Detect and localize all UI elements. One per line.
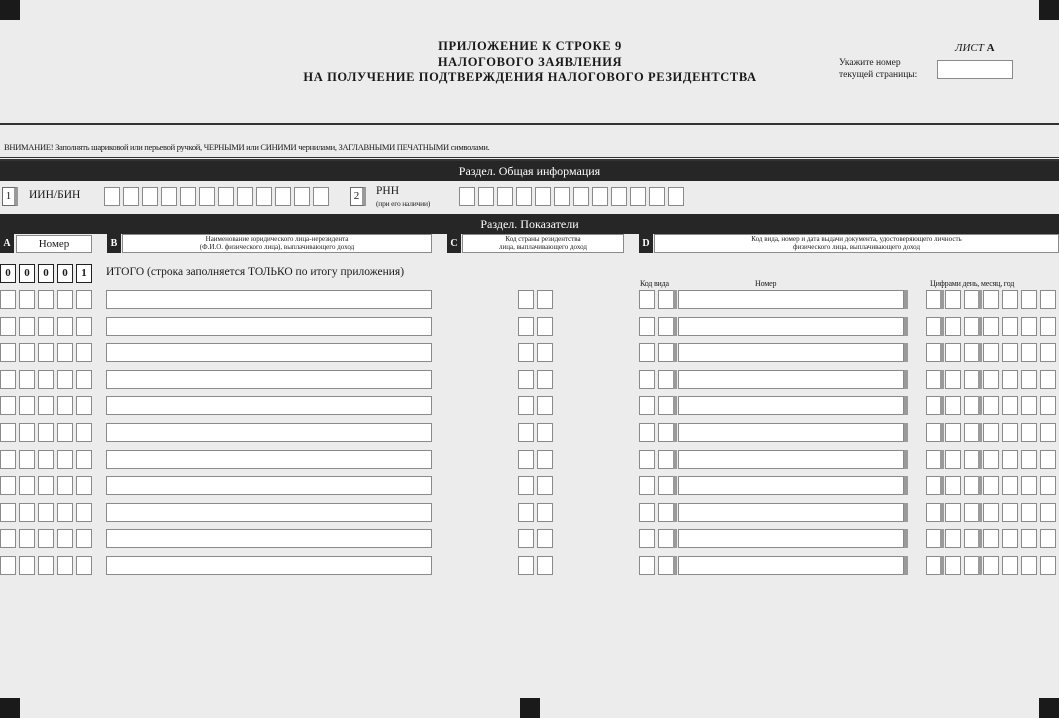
row-doc-kind-cell[interactable] xyxy=(658,423,674,442)
row-number-cell[interactable] xyxy=(0,423,16,442)
separator xyxy=(904,450,908,469)
row-doc-kind-cell[interactable] xyxy=(658,529,674,548)
separator xyxy=(940,556,944,575)
corner-mark-bottom-left xyxy=(0,698,20,718)
row-country-code-cell[interactable] xyxy=(537,317,553,336)
page-number-input[interactable] xyxy=(937,60,1013,79)
corner-mark-bottom-center xyxy=(520,698,540,718)
row-doc-date-cell[interactable] xyxy=(1021,423,1037,442)
total-digit-4: 0 xyxy=(57,264,73,283)
separator xyxy=(904,503,908,522)
iin-bin-label: ИИН/БИН xyxy=(29,189,81,201)
header-divider xyxy=(0,123,1059,125)
doc-date-subheader: Цифрами день, месяц, год xyxy=(930,279,1015,288)
separator xyxy=(978,503,982,522)
row-doc-date-cell[interactable] xyxy=(1021,503,1037,522)
form-title xyxy=(280,39,780,86)
row-number-cell[interactable] xyxy=(38,476,54,495)
row-number-cell[interactable] xyxy=(57,370,73,389)
row-country-code-cell[interactable] xyxy=(518,503,534,522)
row-doc-date-cell[interactable] xyxy=(1021,317,1037,336)
row-doc-kind-cell[interactable] xyxy=(639,343,655,362)
corner-mark-top-left xyxy=(0,0,20,20)
row-doc-date-cell[interactable] xyxy=(983,503,999,522)
row-doc-date-cell[interactable] xyxy=(945,476,961,495)
row-doc-kind-cell[interactable] xyxy=(639,529,655,548)
row-doc-number-input[interactable] xyxy=(678,396,904,415)
row-number-cell[interactable] xyxy=(57,450,73,469)
separator xyxy=(940,529,944,548)
row-name-input[interactable] xyxy=(106,450,432,469)
iin-bin-cell[interactable] xyxy=(218,187,234,206)
row-doc-date-cell[interactable] xyxy=(1002,476,1018,495)
row-doc-date-cell[interactable] xyxy=(1040,476,1056,495)
row-number-cell[interactable] xyxy=(38,370,54,389)
separator xyxy=(978,556,982,575)
row-doc-date-cell[interactable] xyxy=(1002,317,1018,336)
row-doc-date-cell[interactable] xyxy=(1021,476,1037,495)
row-doc-kind-cell[interactable] xyxy=(639,476,655,495)
row-number-cell[interactable] xyxy=(76,556,92,575)
row-doc-date-cell[interactable] xyxy=(1021,290,1037,309)
title-line-2: НАЛОГОВОГО ЗАЯВЛЕНИЯ xyxy=(437,54,623,69)
row-number-cell[interactable] xyxy=(19,343,35,362)
row-number-cell[interactable] xyxy=(38,423,54,442)
rnn-cell[interactable] xyxy=(649,187,665,206)
row-number-cell[interactable] xyxy=(76,503,92,522)
row-number-cell[interactable] xyxy=(76,529,92,548)
separator xyxy=(940,476,944,495)
row-number-cell[interactable] xyxy=(38,396,54,415)
row-doc-number-input[interactable] xyxy=(678,317,904,336)
page-number-label-line-1: Укажите номер xyxy=(839,58,901,68)
row-doc-date-cell[interactable] xyxy=(1002,423,1018,442)
row-number-cell[interactable] xyxy=(76,423,92,442)
row-doc-date-cell[interactable] xyxy=(1002,529,1018,548)
row-doc-date-cell[interactable] xyxy=(945,556,961,575)
separator xyxy=(978,423,982,442)
rnn-cell[interactable] xyxy=(478,187,494,206)
row-number-cell[interactable] xyxy=(57,423,73,442)
iin-bin-cell[interactable] xyxy=(180,187,196,206)
row-number-cell[interactable] xyxy=(19,476,35,495)
row-country-code-cell[interactable] xyxy=(518,423,534,442)
row-country-code-cell[interactable] xyxy=(537,343,553,362)
column-d-header xyxy=(654,234,1059,253)
iin-bin-cell[interactable] xyxy=(294,187,310,206)
row-doc-date-cell[interactable] xyxy=(945,343,961,362)
row-number-cell[interactable] xyxy=(0,370,16,389)
separator xyxy=(904,423,908,442)
separator xyxy=(673,556,677,575)
total-digit-5: 1 xyxy=(76,264,92,283)
doc-number-subheader: Номер xyxy=(755,279,777,288)
row-number-cell[interactable] xyxy=(0,290,16,309)
section-indicators-header: Раздел. Показатели xyxy=(0,214,1059,234)
row-doc-number-input[interactable] xyxy=(678,450,904,469)
row-doc-date-cell[interactable] xyxy=(983,556,999,575)
row-doc-kind-cell[interactable] xyxy=(639,317,655,336)
row-country-code-cell[interactable] xyxy=(518,370,534,389)
row-doc-date-cell[interactable] xyxy=(983,476,999,495)
column-b-header-line-1: Наименование юридического лица-нерезидента xyxy=(205,235,349,243)
row-country-code-cell[interactable] xyxy=(518,556,534,575)
separator xyxy=(978,529,982,548)
row-doc-date-cell[interactable] xyxy=(1040,370,1056,389)
row-name-input[interactable] xyxy=(106,290,432,309)
field-1-number: 1 xyxy=(2,187,18,206)
rnn-label: РНН xyxy=(376,185,400,197)
total-digit-3: 0 xyxy=(38,264,54,283)
row-name-input[interactable] xyxy=(106,396,432,415)
separator xyxy=(940,503,944,522)
row-number-cell[interactable] xyxy=(0,556,16,575)
iin-bin-cell[interactable] xyxy=(237,187,253,206)
rnn-cell[interactable] xyxy=(516,187,532,206)
row-doc-date-cell[interactable] xyxy=(1021,450,1037,469)
rnn-cell[interactable] xyxy=(611,187,627,206)
separator xyxy=(904,476,908,495)
corner-mark-top-right xyxy=(1039,0,1059,20)
rnn-sublabel: (при его наличии) xyxy=(376,199,431,208)
sheet-letter: А xyxy=(986,42,995,54)
column-b-letter: B xyxy=(107,234,121,253)
separator xyxy=(673,370,677,389)
total-digit-1: 0 xyxy=(0,264,16,283)
row-doc-kind-cell[interactable] xyxy=(658,556,674,575)
row-doc-date-cell[interactable] xyxy=(983,290,999,309)
row-number-cell[interactable] xyxy=(57,317,73,336)
row-name-input[interactable] xyxy=(106,503,432,522)
row-number-cell[interactable] xyxy=(76,370,92,389)
row-number-cell[interactable] xyxy=(76,396,92,415)
row-number-cell[interactable] xyxy=(76,476,92,495)
row-number-cell[interactable] xyxy=(19,556,35,575)
row-country-code-cell[interactable] xyxy=(518,317,534,336)
row-country-code-cell[interactable] xyxy=(518,450,534,469)
corner-mark-bottom-right xyxy=(1039,698,1059,718)
row-number-cell[interactable] xyxy=(19,529,35,548)
row-country-code-cell[interactable] xyxy=(537,556,553,575)
row-doc-kind-cell[interactable] xyxy=(658,396,674,415)
separator xyxy=(673,423,677,442)
row-doc-date-cell[interactable] xyxy=(1002,343,1018,362)
column-c-header-line-1: Код страны резидентства xyxy=(505,235,581,243)
column-a-label: Номер xyxy=(16,235,92,253)
separator xyxy=(904,529,908,548)
row-doc-date-cell[interactable] xyxy=(1002,396,1018,415)
row-country-code-cell[interactable] xyxy=(537,290,553,309)
rnn-cell[interactable] xyxy=(497,187,513,206)
row-doc-date-cell[interactable] xyxy=(1021,529,1037,548)
title-line-1: ПРИЛОЖЕНИЕ К СТРОКЕ 9 xyxy=(438,39,622,53)
row-number-cell[interactable] xyxy=(19,290,35,309)
row-number-cell[interactable] xyxy=(57,529,73,548)
row-number-cell[interactable] xyxy=(38,450,54,469)
row-doc-kind-cell[interactable] xyxy=(658,370,674,389)
row-country-code-cell[interactable] xyxy=(537,476,553,495)
row-doc-kind-cell[interactable] xyxy=(658,317,674,336)
row-doc-kind-cell[interactable] xyxy=(639,290,655,309)
separator xyxy=(904,396,908,415)
row-number-cell[interactable] xyxy=(76,290,92,309)
row-doc-number-input[interactable] xyxy=(678,290,904,309)
row-number-cell[interactable] xyxy=(0,317,16,336)
column-c-letter: C xyxy=(447,234,461,253)
row-doc-kind-cell[interactable] xyxy=(639,396,655,415)
row-doc-kind-cell[interactable] xyxy=(639,556,655,575)
row-doc-date-cell[interactable] xyxy=(983,450,999,469)
row-doc-number-input[interactable] xyxy=(678,556,904,575)
total-digit-2: 0 xyxy=(19,264,35,283)
row-number-cell[interactable] xyxy=(57,476,73,495)
row-number-cell[interactable] xyxy=(19,503,35,522)
iin-bin-cell[interactable] xyxy=(161,187,177,206)
separator xyxy=(904,317,908,336)
separator xyxy=(673,529,677,548)
row-doc-date-cell[interactable] xyxy=(945,396,961,415)
separator xyxy=(673,396,677,415)
row-doc-date-cell[interactable] xyxy=(1040,423,1056,442)
rnn-cell[interactable] xyxy=(630,187,646,206)
row-country-code-cell[interactable] xyxy=(518,290,534,309)
separator xyxy=(978,370,982,389)
row-doc-number-input[interactable] xyxy=(678,476,904,495)
separator xyxy=(978,396,982,415)
row-country-code-cell[interactable] xyxy=(537,370,553,389)
separator xyxy=(940,450,944,469)
iin-bin-cell[interactable] xyxy=(275,187,291,206)
separator xyxy=(940,343,944,362)
total-label: ИТОГО (строка заполняется ТОЛЬКО по итогу приложения) xyxy=(106,266,405,278)
row-doc-kind-cell[interactable] xyxy=(658,290,674,309)
row-country-code-cell[interactable] xyxy=(537,450,553,469)
row-doc-kind-cell[interactable] xyxy=(658,503,674,522)
row-number-cell[interactable] xyxy=(76,317,92,336)
separator xyxy=(673,290,677,309)
page-number-label xyxy=(839,58,917,81)
row-doc-date-cell[interactable] xyxy=(1002,370,1018,389)
row-number-cell[interactable] xyxy=(19,450,35,469)
row-doc-date-cell[interactable] xyxy=(983,370,999,389)
row-doc-date-cell[interactable] xyxy=(983,396,999,415)
doc-kind-subheader: Код вида xyxy=(640,279,669,288)
separator xyxy=(978,290,982,309)
sheet-indicator xyxy=(955,42,995,54)
row-number-cell[interactable] xyxy=(38,343,54,362)
row-number-cell[interactable] xyxy=(0,529,16,548)
row-doc-date-cell[interactable] xyxy=(945,450,961,469)
rnn-cell[interactable] xyxy=(535,187,551,206)
separator xyxy=(904,370,908,389)
row-number-cell[interactable] xyxy=(76,343,92,362)
separator xyxy=(978,317,982,336)
column-b-header-line-2: (Ф.И.О. физического лица), выплачивающего доход xyxy=(199,242,355,251)
row-doc-date-cell[interactable] xyxy=(945,370,961,389)
column-c-header-line-2: лица, выплачивающего доход xyxy=(499,242,587,251)
row-number-cell[interactable] xyxy=(38,290,54,309)
row-doc-date-cell[interactable] xyxy=(1021,343,1037,362)
row-doc-date-cell[interactable] xyxy=(1021,370,1037,389)
row-doc-number-input[interactable] xyxy=(678,343,904,362)
row-doc-kind-cell[interactable] xyxy=(639,370,655,389)
row-country-code-cell[interactable] xyxy=(537,396,553,415)
rnn-cell[interactable] xyxy=(554,187,570,206)
row-doc-kind-cell[interactable] xyxy=(658,450,674,469)
notice-text: ВНИМАНИЕ! Заполнять шариковой или перьевой ручкой, ЧЕРНЫМИ или СИНИМИ чернилами, ЗАГЛАВНЫМИ ПЕЧАТНЫМИ символами. xyxy=(4,142,490,152)
row-doc-date-cell[interactable] xyxy=(1040,529,1056,548)
row-doc-kind-cell[interactable] xyxy=(658,343,674,362)
row-name-input[interactable] xyxy=(106,343,432,362)
row-doc-date-cell[interactable] xyxy=(1021,556,1037,575)
row-doc-date-cell[interactable] xyxy=(1040,343,1056,362)
row-doc-date-cell[interactable] xyxy=(1002,556,1018,575)
row-doc-date-cell[interactable] xyxy=(1040,556,1056,575)
field-2-number: 2 xyxy=(350,187,366,206)
separator xyxy=(673,503,677,522)
row-name-input[interactable] xyxy=(106,556,432,575)
row-doc-date-cell[interactable] xyxy=(983,423,999,442)
row-number-cell[interactable] xyxy=(0,396,16,415)
row-country-code-cell[interactable] xyxy=(518,476,534,495)
row-country-code-cell[interactable] xyxy=(518,529,534,548)
row-number-cell[interactable] xyxy=(0,476,16,495)
section-general-header: Раздел. Общая информация xyxy=(0,161,1059,181)
separator xyxy=(673,450,677,469)
row-country-code-cell[interactable] xyxy=(537,529,553,548)
notice-divider-top xyxy=(0,157,1059,158)
iin-bin-cell[interactable] xyxy=(256,187,272,206)
row-doc-date-cell[interactable] xyxy=(945,423,961,442)
row-number-cell[interactable] xyxy=(38,503,54,522)
row-number-cell[interactable] xyxy=(19,423,35,442)
row-doc-date-cell[interactable] xyxy=(1040,396,1056,415)
row-country-code-cell[interactable] xyxy=(518,396,534,415)
separator xyxy=(940,290,944,309)
separator xyxy=(904,290,908,309)
separator xyxy=(940,317,944,336)
row-number-cell[interactable] xyxy=(57,503,73,522)
rnn-cell[interactable] xyxy=(668,187,684,206)
iin-bin-cell[interactable] xyxy=(199,187,215,206)
row-doc-date-cell[interactable] xyxy=(1021,396,1037,415)
separator xyxy=(673,476,677,495)
iin-bin-cell[interactable] xyxy=(123,187,139,206)
row-number-cell[interactable] xyxy=(57,343,73,362)
iin-bin-cell[interactable] xyxy=(142,187,158,206)
separator xyxy=(904,343,908,362)
row-name-input[interactable] xyxy=(106,423,432,442)
row-doc-date-cell[interactable] xyxy=(1002,503,1018,522)
row-name-input[interactable] xyxy=(106,476,432,495)
page-number-label-line-2: текущей страницы: xyxy=(839,69,918,80)
row-name-input[interactable] xyxy=(106,529,432,548)
separator xyxy=(673,317,677,336)
row-number-cell[interactable] xyxy=(57,556,73,575)
column-c-header xyxy=(462,234,624,253)
row-number-cell[interactable] xyxy=(38,529,54,548)
row-doc-date-cell[interactable] xyxy=(945,317,961,336)
separator xyxy=(940,423,944,442)
row-number-cell[interactable] xyxy=(0,450,16,469)
separator xyxy=(673,343,677,362)
row-number-cell[interactable] xyxy=(0,503,16,522)
row-doc-date-cell[interactable] xyxy=(983,529,999,548)
row-number-cell[interactable] xyxy=(76,450,92,469)
row-doc-date-cell[interactable] xyxy=(945,503,961,522)
row-doc-date-cell[interactable] xyxy=(1040,450,1056,469)
sheet-label: ЛИСТ xyxy=(955,42,984,54)
column-a-letter: A xyxy=(0,234,14,253)
row-country-code-cell[interactable] xyxy=(537,503,553,522)
row-doc-number-input[interactable] xyxy=(678,529,904,548)
row-number-cell[interactable] xyxy=(19,396,35,415)
row-doc-kind-cell[interactable] xyxy=(658,476,674,495)
row-number-cell[interactable] xyxy=(38,556,54,575)
row-number-cell[interactable] xyxy=(57,396,73,415)
row-doc-number-input[interactable] xyxy=(678,503,904,522)
row-doc-date-cell[interactable] xyxy=(1002,450,1018,469)
row-country-code-cell[interactable] xyxy=(518,343,534,362)
row-doc-date-cell[interactable] xyxy=(1040,503,1056,522)
row-doc-kind-cell[interactable] xyxy=(639,423,655,442)
column-b-header xyxy=(122,234,432,253)
row-doc-kind-cell[interactable] xyxy=(639,503,655,522)
separator xyxy=(978,450,982,469)
row-doc-number-input[interactable] xyxy=(678,370,904,389)
column-d-header-line-1: Код вида, номер и дата выдачи документа, удостоверяющего личность xyxy=(751,235,962,243)
row-number-cell[interactable] xyxy=(19,370,35,389)
row-doc-date-cell[interactable] xyxy=(1002,290,1018,309)
separator xyxy=(978,476,982,495)
row-doc-date-cell[interactable] xyxy=(983,317,999,336)
rnn-cell[interactable] xyxy=(573,187,589,206)
row-number-cell[interactable] xyxy=(38,317,54,336)
row-doc-date-cell[interactable] xyxy=(1040,317,1056,336)
row-number-cell[interactable] xyxy=(19,317,35,336)
column-d-header-line-2: физического лица, выплачивающего доход xyxy=(792,242,921,251)
title-line-3: НА ПОЛУЧЕНИЕ ПОДТВЕРЖДЕНИЯ НАЛОГОВОГО РЕЗИДЕНТСТВА xyxy=(303,70,757,84)
row-doc-number-input[interactable] xyxy=(678,423,904,442)
separator xyxy=(940,396,944,415)
rnn-cell[interactable] xyxy=(459,187,475,206)
column-d-letter: D xyxy=(639,234,653,253)
separator xyxy=(904,556,908,575)
row-doc-date-cell[interactable] xyxy=(945,290,961,309)
row-doc-date-cell[interactable] xyxy=(1040,290,1056,309)
separator xyxy=(940,370,944,389)
row-country-code-cell[interactable] xyxy=(537,423,553,442)
iin-bin-cell[interactable] xyxy=(104,187,120,206)
row-doc-date-cell[interactable] xyxy=(945,529,961,548)
separator xyxy=(978,343,982,362)
row-doc-kind-cell[interactable] xyxy=(639,450,655,469)
row-name-input[interactable] xyxy=(106,370,432,389)
row-doc-date-cell[interactable] xyxy=(983,343,999,362)
row-name-input[interactable] xyxy=(106,317,432,336)
iin-bin-cell[interactable] xyxy=(313,187,329,206)
row-number-cell[interactable] xyxy=(0,343,16,362)
row-number-cell[interactable] xyxy=(57,290,73,309)
rnn-cell[interactable] xyxy=(592,187,608,206)
